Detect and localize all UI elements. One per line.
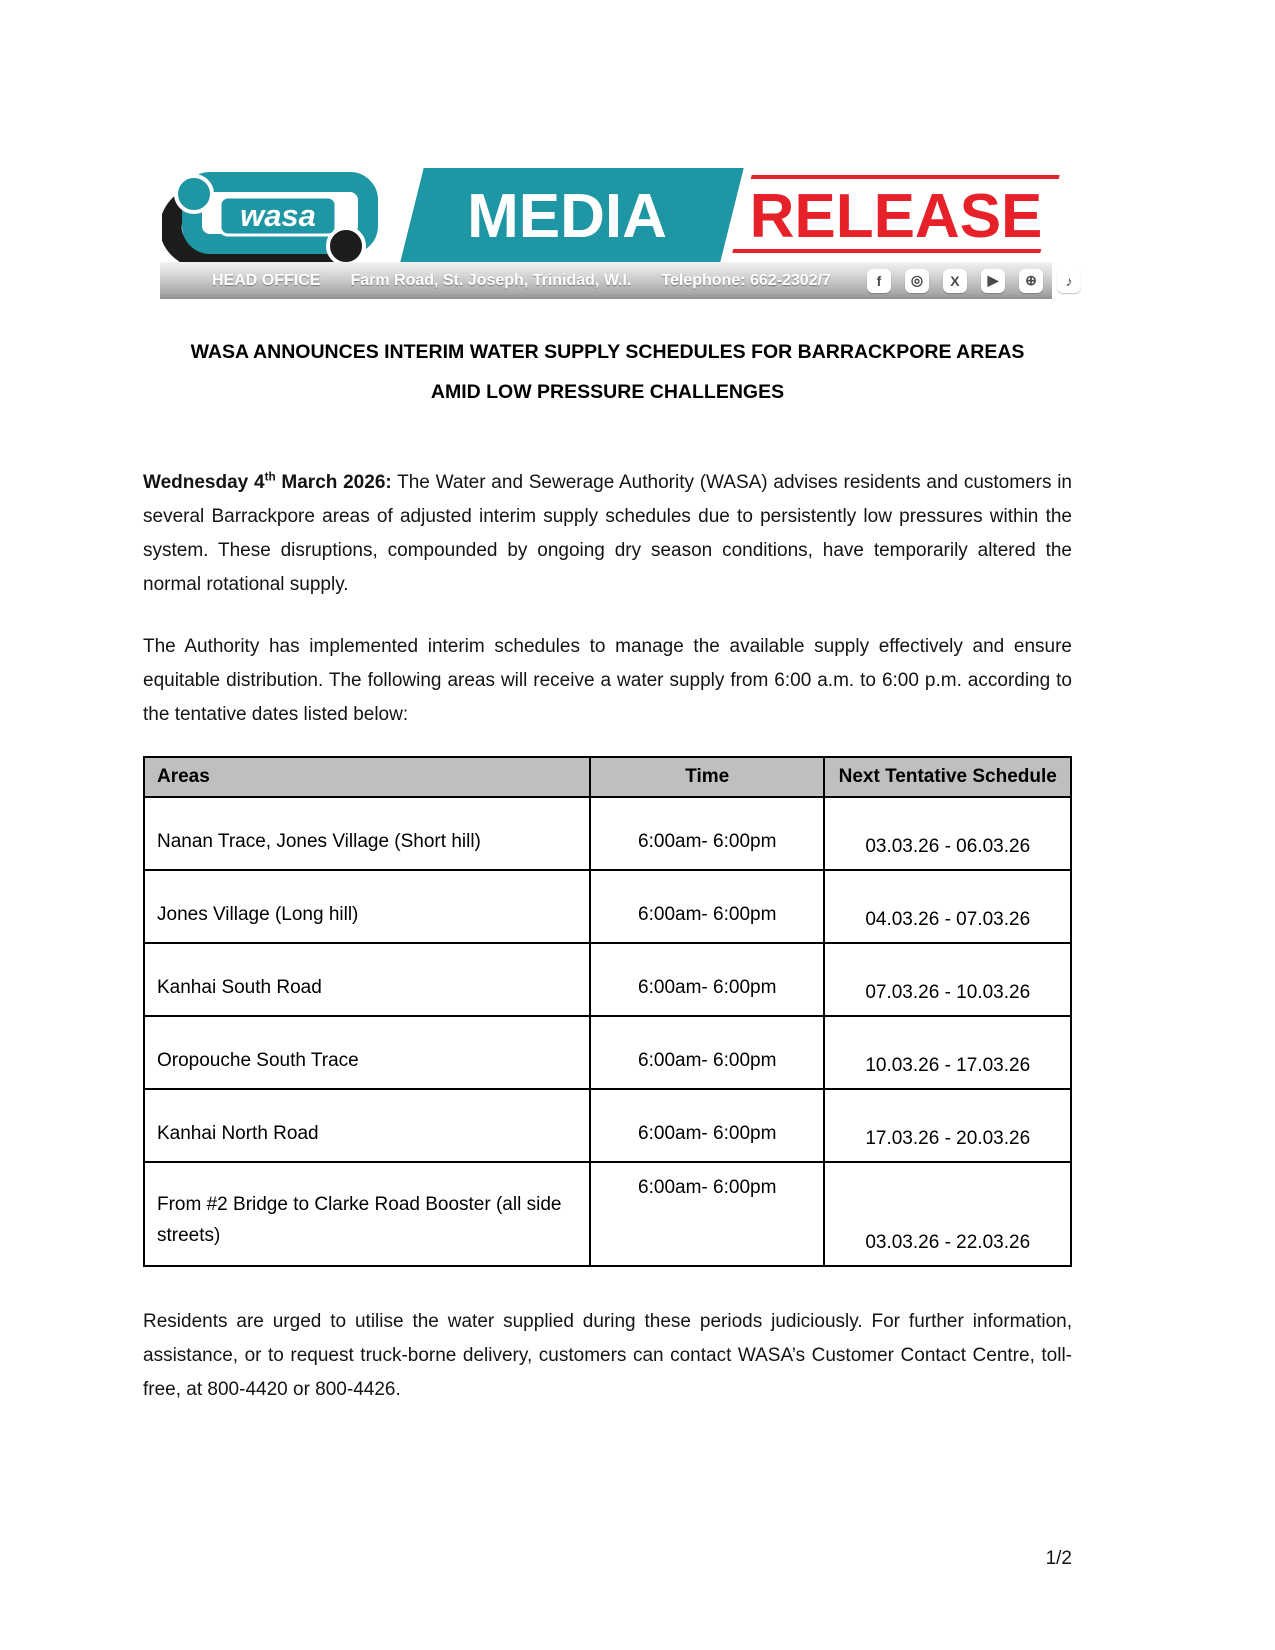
wasa-logo-graphic bbox=[162, 170, 404, 270]
schedule-cell: 17.03.26 - 20.03.26 bbox=[824, 1089, 1071, 1162]
table-header-row bbox=[144, 757, 1071, 797]
schedule-cell: 03.03.26 - 06.03.26 bbox=[824, 797, 1071, 870]
table-row bbox=[144, 1162, 1071, 1266]
schedule-cell: 07.03.26 - 10.03.26 bbox=[824, 943, 1071, 1016]
time-cell: 6:00am- 6:00pm bbox=[590, 1162, 825, 1266]
time-cell: 6:00am- 6:00pm bbox=[590, 1089, 825, 1162]
time-cell: 6:00am- 6:00pm bbox=[590, 943, 825, 1016]
page-title-line2: AMID LOW PRESSURE CHALLENGES bbox=[430, 381, 785, 403]
page-title-line1: WASA ANNOUNCES INTERIM WATER SUPPLY SCHEDULES FOR BARRACKPORE AREAS bbox=[190, 341, 1025, 363]
area-cell: Oropouche South Trace bbox=[144, 1016, 590, 1089]
header-banner bbox=[160, 168, 1073, 299]
office-label: HEAD OFFICE bbox=[212, 271, 321, 289]
schedule-cell: 10.03.26 - 17.03.26 bbox=[824, 1016, 1071, 1089]
paragraph-closing: Residents are urged to utilise the water supplied during these periods judiciously. For further information, assistance, or to request truck-borne delivery, customers can contact WASA’s Customer Contact Centre, toll-free, at 800-4420 or 800-4426. bbox=[143, 1311, 1072, 1400]
wasa-logo-text: wasa bbox=[240, 198, 316, 233]
media-banner-label: MEDIA bbox=[467, 181, 667, 251]
time-cell: 6:00am- 6:00pm bbox=[590, 797, 825, 870]
banner-top bbox=[160, 168, 1052, 262]
x-icon: X bbox=[943, 269, 967, 293]
tiktok-icon: ♪ bbox=[1057, 269, 1081, 293]
table-row bbox=[144, 943, 1071, 1016]
date-label-rest: March 2026: bbox=[275, 472, 392, 493]
media-banner bbox=[408, 168, 726, 262]
page-number: 1/2 bbox=[1045, 1548, 1072, 1569]
social-icons bbox=[867, 269, 1081, 293]
release-banner-label: RELEASE bbox=[749, 181, 1043, 251]
table-row bbox=[144, 870, 1071, 943]
table-row bbox=[144, 1089, 1071, 1162]
header-schedule: Next Tentative Schedule bbox=[824, 757, 1071, 797]
schedule-cell: 03.03.26 - 22.03.26 bbox=[824, 1162, 1071, 1266]
header-areas: Areas bbox=[144, 757, 590, 797]
time-cell: 6:00am- 6:00pm bbox=[590, 870, 825, 943]
table-row bbox=[144, 1016, 1071, 1089]
document-body bbox=[143, 332, 1072, 1407]
area-cell: Jones Village (Long hill) bbox=[144, 870, 590, 943]
schedule-table bbox=[143, 756, 1072, 1267]
paragraph-intro-text: The Water and Sewerage Authority (WASA) advises residents and customers in several Barrackpore areas of adjusted interim supply schedules due to persistently low pressures within the system. These disruptions, compounded by ongoing dry season conditions, have temporarily altered the normal rotational supply. bbox=[143, 472, 1072, 595]
paragraph-schedule-note: The Authority has implemented interim schedules to manage the available supply effectively and ensure equitable distribution. The following areas will receive a water supply from 6:00 a.m. to 6:00 p.m. according to the tentative dates listed below: bbox=[143, 636, 1072, 725]
area-cell: Nanan Trace, Jones Village (Short hill) bbox=[144, 797, 590, 870]
date-label: Wednesday 4 bbox=[143, 472, 265, 493]
web-icon: ⊕ bbox=[1019, 269, 1043, 293]
area-cell: Kanhai South Road bbox=[144, 943, 590, 1016]
schedule-cell: 04.03.26 - 07.03.26 bbox=[824, 870, 1071, 943]
wasa-logo bbox=[160, 168, 408, 268]
date-ordinal: th bbox=[264, 470, 276, 484]
area-cell: Kanhai North Road bbox=[144, 1089, 590, 1162]
table-row bbox=[144, 797, 1071, 870]
header-time: Time bbox=[590, 757, 825, 797]
release-banner bbox=[726, 168, 1052, 262]
youtube-icon: ▶ bbox=[981, 269, 1005, 293]
facebook-icon: f bbox=[867, 269, 891, 293]
page-title bbox=[143, 332, 1072, 412]
area-cell: From #2 Bridge to Clarke Road Booster (all side streets) bbox=[144, 1162, 590, 1266]
time-cell: 6:00am- 6:00pm bbox=[590, 1016, 825, 1089]
instagram-icon: ◎ bbox=[905, 269, 929, 293]
paragraph-intro bbox=[143, 466, 1072, 602]
office-bar bbox=[160, 262, 1073, 299]
office-telephone: Telephone: 662-2302/7 bbox=[661, 271, 831, 289]
office-address: Farm Road, St. Joseph, Trinidad, W.I. bbox=[350, 271, 632, 289]
